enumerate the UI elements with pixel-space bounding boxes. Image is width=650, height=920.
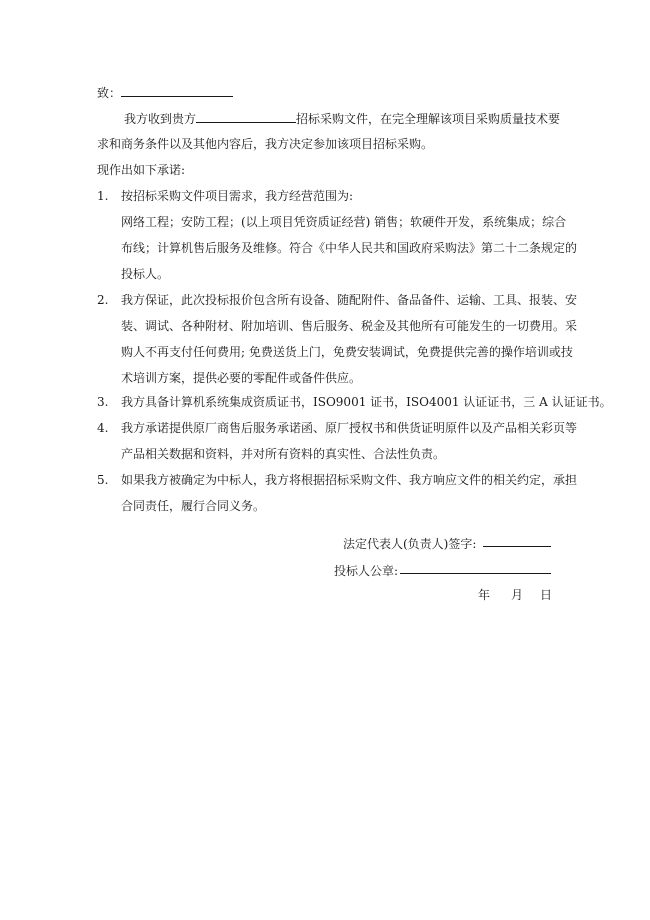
item-2-line: 装、调试、各种附材、附加培训、售后服务、税金及其他所有可能发生的一切费用。采 [121, 319, 578, 333]
legal-rep-signature-line [483, 546, 551, 547]
item-5-line: 合同责任，履行合同义务。 [121, 499, 266, 513]
date-month: 月 [511, 588, 524, 602]
item-2-number: 2. [97, 293, 109, 307]
intro-line-1 [124, 110, 560, 127]
intro-line-2: 求和商务条件以及其他内容后，我方决定参加该项目招标采购。 [97, 137, 434, 151]
item-2-line: 术培训方案，提供必要的零配件或备件供应。 [121, 371, 362, 385]
company-seal-label: 投标人公章: [334, 564, 399, 578]
item-4-line: 我方承诺提供原厂商售后服务承诺函、原厂授权书和供货证明原件以及产品相关彩页等 [121, 421, 578, 435]
item-3-line: 我方具备计算机系统集成资质证书，ISO9001 证书，ISO4001 认证证书，三 A 认证证书。 [121, 395, 612, 409]
commitment-heading: 现作出如下承诺: [97, 163, 186, 177]
item-3-number: 3. [97, 395, 109, 409]
item-1-line: 按招标采购文件项目需求，我方经营范围为: [121, 189, 354, 203]
tenderer-name-blank [196, 110, 296, 123]
salutation [97, 84, 233, 101]
item-4-number: 4. [97, 421, 109, 435]
item-1-number: 1. [97, 189, 109, 203]
salutation-label: 致： [97, 86, 122, 100]
recipient-blank [121, 84, 233, 97]
intro-text-a: 我方收到贵方 [124, 112, 197, 126]
legal-rep-signature-label: 法定代表人(负责人)签字: [343, 537, 477, 551]
intro-text-b: 招标采购文件，在完全理解该项目采购质量技术要 [296, 112, 561, 126]
item-1-line: 布线；计算机售后服务及维修。符合《中华人民共和国政府采购法》第二十二条规定的 [121, 241, 578, 255]
item-2-line: 购人不再支付任何费用; 免费送货上门，免费安装调试，免费提供完善的操作培训或技 [121, 345, 573, 359]
item-5-line: 如果我方被确定为中标人，我方将根据招标采购文件、我方响应文件的相关约定，承担 [121, 473, 578, 487]
date-day: 日 [540, 588, 553, 602]
date-year: 年 [478, 588, 491, 602]
item-1-line: 网络工程；安防工程；(以上项目凭资质证经营) 销售；软硬件开发，系统集成；综合 [121, 215, 567, 229]
item-4-line: 产品相关数据和资料，并对所有资料的真实性、合法性负责。 [121, 447, 446, 461]
item-5-number: 5. [97, 473, 109, 487]
item-1-line: 投标人。 [121, 267, 170, 281]
item-2-line: 我方保证，此次投标报价包含所有设备、随配附件、备品备件、运输、工具、报装、安 [121, 293, 578, 307]
company-seal-line [400, 573, 551, 574]
